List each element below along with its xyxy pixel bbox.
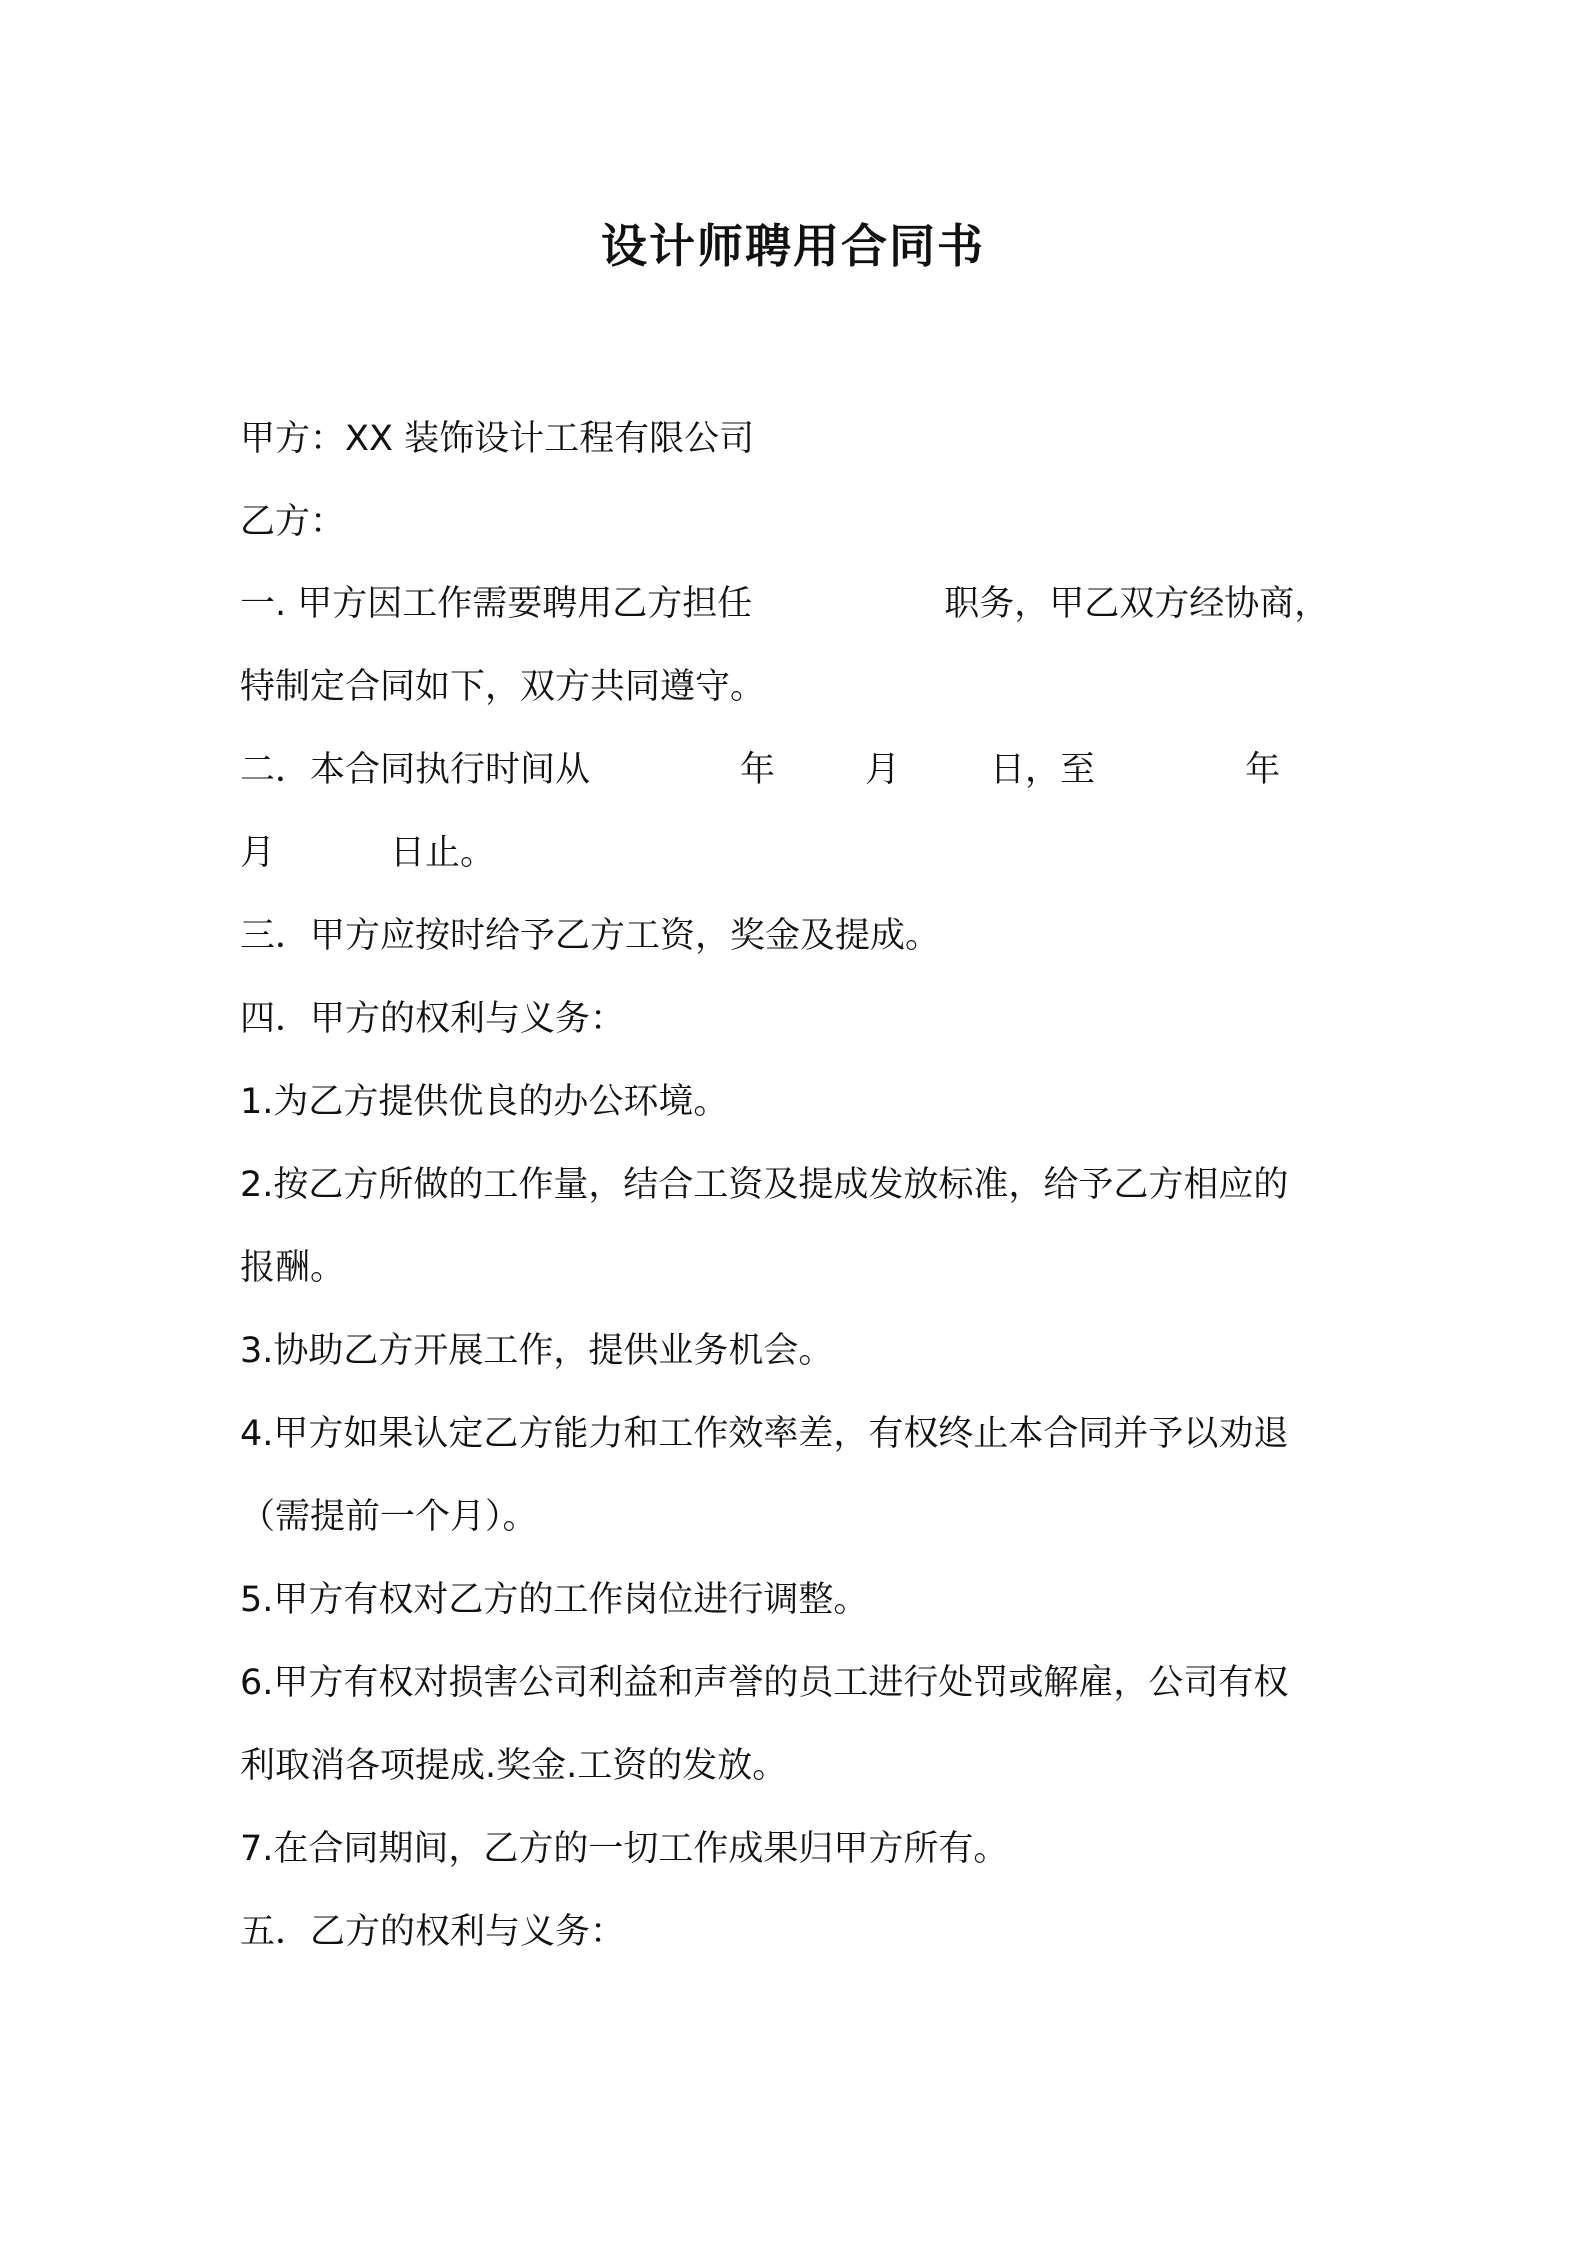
- clause-4-item-6-line-2: 利取消各项提成.奖金.工资的发放。: [240, 1746, 788, 1786]
- clause-4-item-4-line-2: （需提前一个月）。: [240, 1497, 538, 1537]
- clause-4-item-2-line-1: 2.按乙方所做的工作量，结合工资及提成发放标准，给予乙方相应的: [240, 1165, 1289, 1205]
- clause-5-heading: 五．乙方的权利与义务：: [240, 1912, 626, 1952]
- day-label-2: 日止。: [390, 833, 496, 873]
- clause-3: 三．甲方应按时给予乙方工资，奖金及提成。: [240, 916, 941, 956]
- clause-4-heading: 四．甲方的权利与义务：: [240, 999, 626, 1039]
- clause-4-item-5: 5.甲方有权对乙方的工作岗位进行调整。: [240, 1580, 869, 1620]
- clause-1-line-1: [240, 580, 1329, 628]
- clause-2-line-2: [240, 829, 495, 877]
- clause-2-text: 二．本合同执行时间从: [240, 750, 591, 790]
- party-a-line: 甲方：XX 装饰设计工程有限公司: [240, 419, 755, 459]
- clause-1-text-b: 职务，甲乙双方经协商，: [944, 584, 1330, 624]
- month-label-2: 月: [240, 833, 276, 873]
- document-title: 设计师聘用合同书: [601, 219, 985, 273]
- clause-4-item-1: 1.为乙方提供优良的办公环境。: [240, 1082, 729, 1122]
- clause-1-text-a: 一. 甲方因工作需要聘用乙方担任: [240, 584, 753, 624]
- year-label-2: 年: [1245, 750, 1281, 790]
- month-label-1: 月: [865, 750, 901, 790]
- party-b-line: 乙方：: [240, 502, 346, 542]
- day-label-1: 日，至: [990, 750, 1096, 790]
- clause-2-line-1: [240, 746, 1280, 794]
- clause-4-item-7: 7.在合同期间，乙方的一切工作成果归甲方所有。: [240, 1829, 1009, 1869]
- clause-1-line-2: 特制定合同如下，双方共同遵守。: [240, 667, 766, 707]
- clause-4-item-6-line-1: 6.甲方有权对损害公司利益和声誉的员工进行处罚或解雇，公司有权: [240, 1663, 1289, 1703]
- clause-4-item-2-line-2: 报酬。: [240, 1248, 346, 1288]
- year-label-1: 年: [740, 750, 776, 790]
- clause-4-item-3: 3.协助乙方开展工作，提供业务机会。: [240, 1331, 834, 1371]
- clause-4-item-4-line-1: 4.甲方如果认定乙方能力和工作效率差，有权终止本合同并予以劝退: [240, 1414, 1289, 1454]
